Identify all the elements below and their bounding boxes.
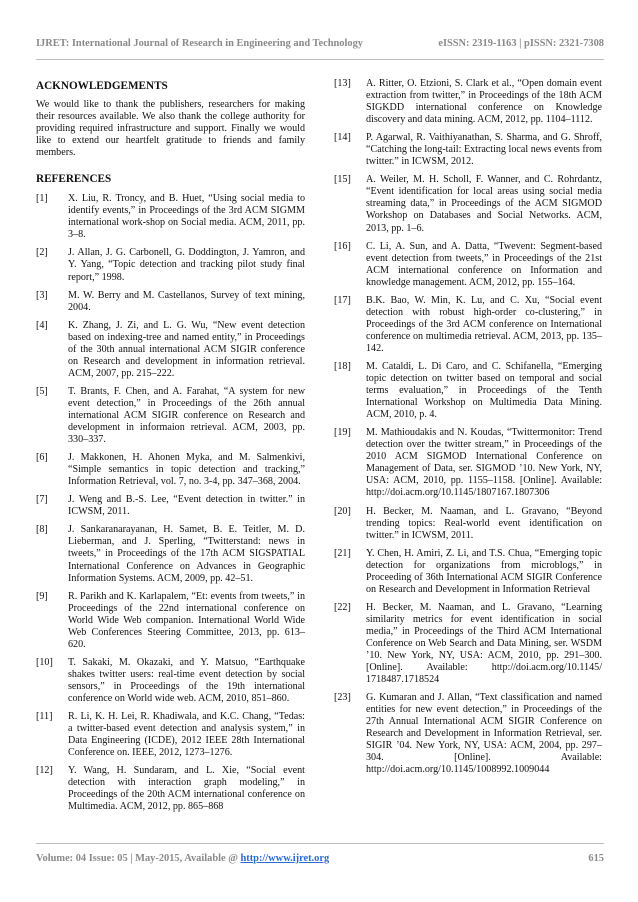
reference-text: T. Sakaki, M. Okazaki, and Y. Matsuo, “Earthquake shakes twitter users: real-time event detection by social sensors,” in Proceedings of the 19th international conference on World wide web. ACM, 2010, 851–860. — [68, 656, 305, 704]
reference-item — [334, 506, 602, 542]
reference-number: [5] — [36, 385, 48, 397]
reference-text: A. Ritter, O. Etzioni, S. Clark et al., “Open domain event extraction from twitter,” in Proceedings of the 18th ACM SIGKDD international conference on Knowledge discovery and data mining. ACM, 2012, pp. 1104–1112. — [366, 78, 602, 126]
reference-number: [4] — [36, 319, 48, 331]
reference-item — [36, 320, 305, 380]
reference-number: [7] — [36, 494, 48, 506]
reference-text: R. Li, K. H. Lei, R. Khadiwala, and K.C. Chang, “Tedas: a twitter-based event detection and analysis system,” in Data Engineering (ICDE), 2012 IEEE 28th International Conference on. IEEE, 2012, 1273–1276. — [68, 711, 305, 759]
reference-text: M. Mathioudakis and N. Koudas, “Twittermonitor: Trend detection over the twitter stream,” in Proceedings of the 2010 ACM SIGMOD International Conference on Management of Data, ser. SIGMOD ’10. New York, NY, USA: ACM, 2010, pp. 1155–1158. [Online]. Available: http://doi.acm.org/10.1145/1807167.1807306 — [366, 427, 602, 499]
reference-item — [36, 494, 305, 518]
reference-item — [334, 692, 602, 776]
reference-item — [36, 386, 305, 446]
volume-info — [36, 853, 329, 864]
reference-item — [334, 602, 602, 686]
reference-item — [334, 174, 602, 234]
reference-item — [36, 247, 305, 283]
volume-text: Volume: 04 Issue: 05 | May-2015, Available @ — [36, 853, 241, 864]
reference-text: R. Parikh and K. Karlapalem, “Et: events from tweets,” in Proceedings of the 22nd international conference on World Wide Web companion. International World Wide Web Conferences Steering Committee, 2013, pp. 613–620. — [68, 590, 305, 650]
reference-text: X. Liu, R. Troncy, and B. Huet, “Using social media to identify events,” in Proceedings of the 3rd ACM SIGMM international work-shop on Social media. ACM, 2011, pp. 3–8. — [68, 193, 305, 241]
reference-text: J. Makkonen, H. Ahonen Myka, and M. Salmenkivi, “Simple semantics in topic detection and tracking,” Information Retrieval, vol. 7, no. 3-4, pp. 347–368, 2004. — [68, 452, 305, 488]
reference-number: [16] — [334, 240, 351, 252]
reference-number: [14] — [334, 132, 351, 144]
reference-item — [36, 657, 305, 705]
reference-text: C. Li, A. Sun, and A. Datta, “Twevent: Segment-based event detection from tweets,” in Proceedings of the 21st ACM international conference on Information and knowledge management. ACM, 2012, pp. 155–164. — [366, 240, 602, 288]
reference-text: J. Allan, J. G. Carbonell, G. Doddington, J. Yamron, and Y. Yang, “Topic detection and tracking pilot study final report,” 1998. — [68, 247, 305, 283]
reference-item — [36, 711, 305, 759]
reference-text: H. Becker, M. Naaman, and L. Gravano, “Learning similarity metrics for event identification in social media,” in Proceedings of the Third ACM International Conference on Web Search and Data Mining, ser. WSDM ’10. New York, NY, USA: ACM, 2010, pp. 291–300. [Online]. Available: http://doi.acm.org/10.1145/ 1718487.1718524 — [366, 601, 602, 686]
reference-number: [17] — [334, 294, 351, 306]
journal-link[interactable]: http://www.ijret.org — [240, 853, 330, 864]
reference-number: [23] — [334, 692, 351, 704]
reference-number: [1] — [36, 193, 48, 205]
right-column — [334, 78, 602, 782]
reference-item — [36, 193, 305, 241]
page-header — [36, 38, 604, 49]
left-column — [36, 78, 305, 819]
reference-item — [334, 78, 602, 126]
issn: eISSN: 2319-1163 | pISSN: 2321-7308 — [438, 38, 604, 49]
reference-list-right — [334, 78, 602, 776]
reference-text: T. Brants, F. Chen, and A. Farahat, “A system for new event detection,” in Proceedings of the 26th annual international ACM SIGIR conference on Research and development in informaion retrieval. ACM, 2003, pp. 330–337. — [68, 385, 305, 446]
reference-number: [18] — [334, 360, 351, 372]
reference-item — [334, 295, 602, 355]
reference-number: [2] — [36, 247, 48, 259]
reference-text: K. Zhang, J. Zi, and L. G. Wu, “New event detection based on indexing-tree and named entity,” in Proceedings of the 30th annual international ACM SIGIR conference on Research and development in information retrieval. ACM, 2007, pp. 215–222. — [68, 319, 305, 379]
header-rule — [36, 59, 604, 60]
reference-number: [20] — [334, 505, 351, 517]
reference-list-left — [36, 193, 305, 813]
reference-number: [22] — [334, 601, 351, 613]
reference-text: M. Cataldi, L. Di Caro, and C. Schifanella, “Emerging topic detection on twitter based on temporal and social terms evaluation,” in Proceedings of the Tenth International Workshop on Multimedia Data Mining. ACM, 2010, p. 4. — [366, 360, 602, 421]
reference-number: [9] — [36, 590, 48, 602]
journal-title: IJRET: International Journal of Research in Engineering and Technology — [36, 38, 363, 49]
reference-text: Y. Chen, H. Amiri, Z. Li, and T.S. Chua, “Emerging topic detection for organizations from microblogs,” in Proceeding of 36th International ACM SIGIR Conference on Research and Development in Information Retrieval — [366, 547, 602, 595]
footer-rule — [36, 843, 604, 844]
reference-item — [334, 427, 602, 499]
reference-number: [12] — [36, 765, 53, 777]
reference-number: [15] — [334, 174, 351, 186]
reference-item — [36, 524, 305, 584]
page-number: 615 — [588, 853, 604, 864]
reference-number: [6] — [36, 452, 48, 464]
reference-text: M. W. Berry and M. Castellanos, Survey of text mining, 2004. — [68, 289, 305, 313]
references-heading: REFERENCES — [36, 173, 112, 186]
reference-number: [3] — [36, 289, 48, 301]
reference-text: J. Sankaranarayanan, H. Samet, B. E. Teitler, M. D. Lieberman, and J. Sperling, “Twitterstand: news in tweets,” in Proceedings of the 17th ACM SIGSPATIAL International Conference on Advances in Geographic Information Systems. ACM, 2009, pp. 42–51. — [68, 524, 305, 584]
reference-number: [11] — [36, 711, 53, 723]
reference-item — [36, 452, 305, 488]
reference-item — [334, 361, 602, 421]
reference-item — [334, 548, 602, 596]
reference-text: H. Becker, M. Naaman, and L. Gravano, “Beyond trending topics: Real-world event identification on twitter.” in ICWSM, 2011. — [366, 505, 602, 541]
reference-number: [19] — [334, 427, 351, 439]
reference-item — [36, 765, 305, 813]
acknowledgements-text: We would like to thank the publishers, researchers for making their resources available. We also thank the college authority for providing required infrastructure and support. Finally we would like to extend our heartfelt gratitude to friends and family members. — [36, 99, 305, 159]
acknowledgements-heading: ACKNOWLEDGEMENTS — [36, 80, 168, 92]
reference-number: [13] — [334, 78, 351, 89]
reference-text: B.K. Bao, W. Min, K. Lu, and C. Xu, “Social event detection with robust high-order co-clustering,” in Proceedings of the 3rd ACM conference on International conference on multimedia retrieval. ACM, 2013, pp. 135–142. — [366, 294, 602, 354]
reference-number: [10] — [36, 656, 53, 668]
reference-text: A. Weiler, M. H. Scholl, F. Wanner, and C. Rohrdantz, “Event identification for local areas using social media streaming data,” in Proceedings of the ACM SIGMOD Workshop on Databases and Social Networks. ACM, 2013, pp. 1–6. — [366, 174, 602, 234]
reference-number: [21] — [334, 547, 351, 559]
reference-text: P. Agarwal, R. Vaithiyanathan, S. Sharma, and G. Shroff, “Catching the long-tail: Extracting local news events from twitter.” in ICWSM, 2012. — [366, 132, 602, 168]
reference-item — [334, 132, 602, 168]
reference-text: Y. Wang, H. Sundaram, and L. Xie, “Social event detection with interaction graph modeling,” in Proceedings of the 20th ACM international conference on Multimedia. ACM, 2012, pp. 865–868 — [68, 765, 305, 813]
reference-text: G. Kumaran and J. Allan, “Text classification and named entities for new event detection,” in Proceedings of the 27th Annual International ACM SIGIR Conference on Research and Development in Information Retrieval, ser. SIGIR ’04. New York, NY, USA: ACM, 2004, pp. 297–304. [Online]. Available: http://doi.acm.org/10.1145/1008992.1009044 — [366, 692, 602, 776]
page-footer — [36, 853, 604, 864]
reference-text: J. Weng and B.-S. Lee, “Event detection in twitter.” in ICWSM, 2011. — [68, 494, 305, 518]
reference-number: [8] — [36, 524, 48, 536]
reference-item — [334, 241, 602, 289]
reference-item — [36, 591, 305, 651]
reference-item — [36, 290, 305, 314]
